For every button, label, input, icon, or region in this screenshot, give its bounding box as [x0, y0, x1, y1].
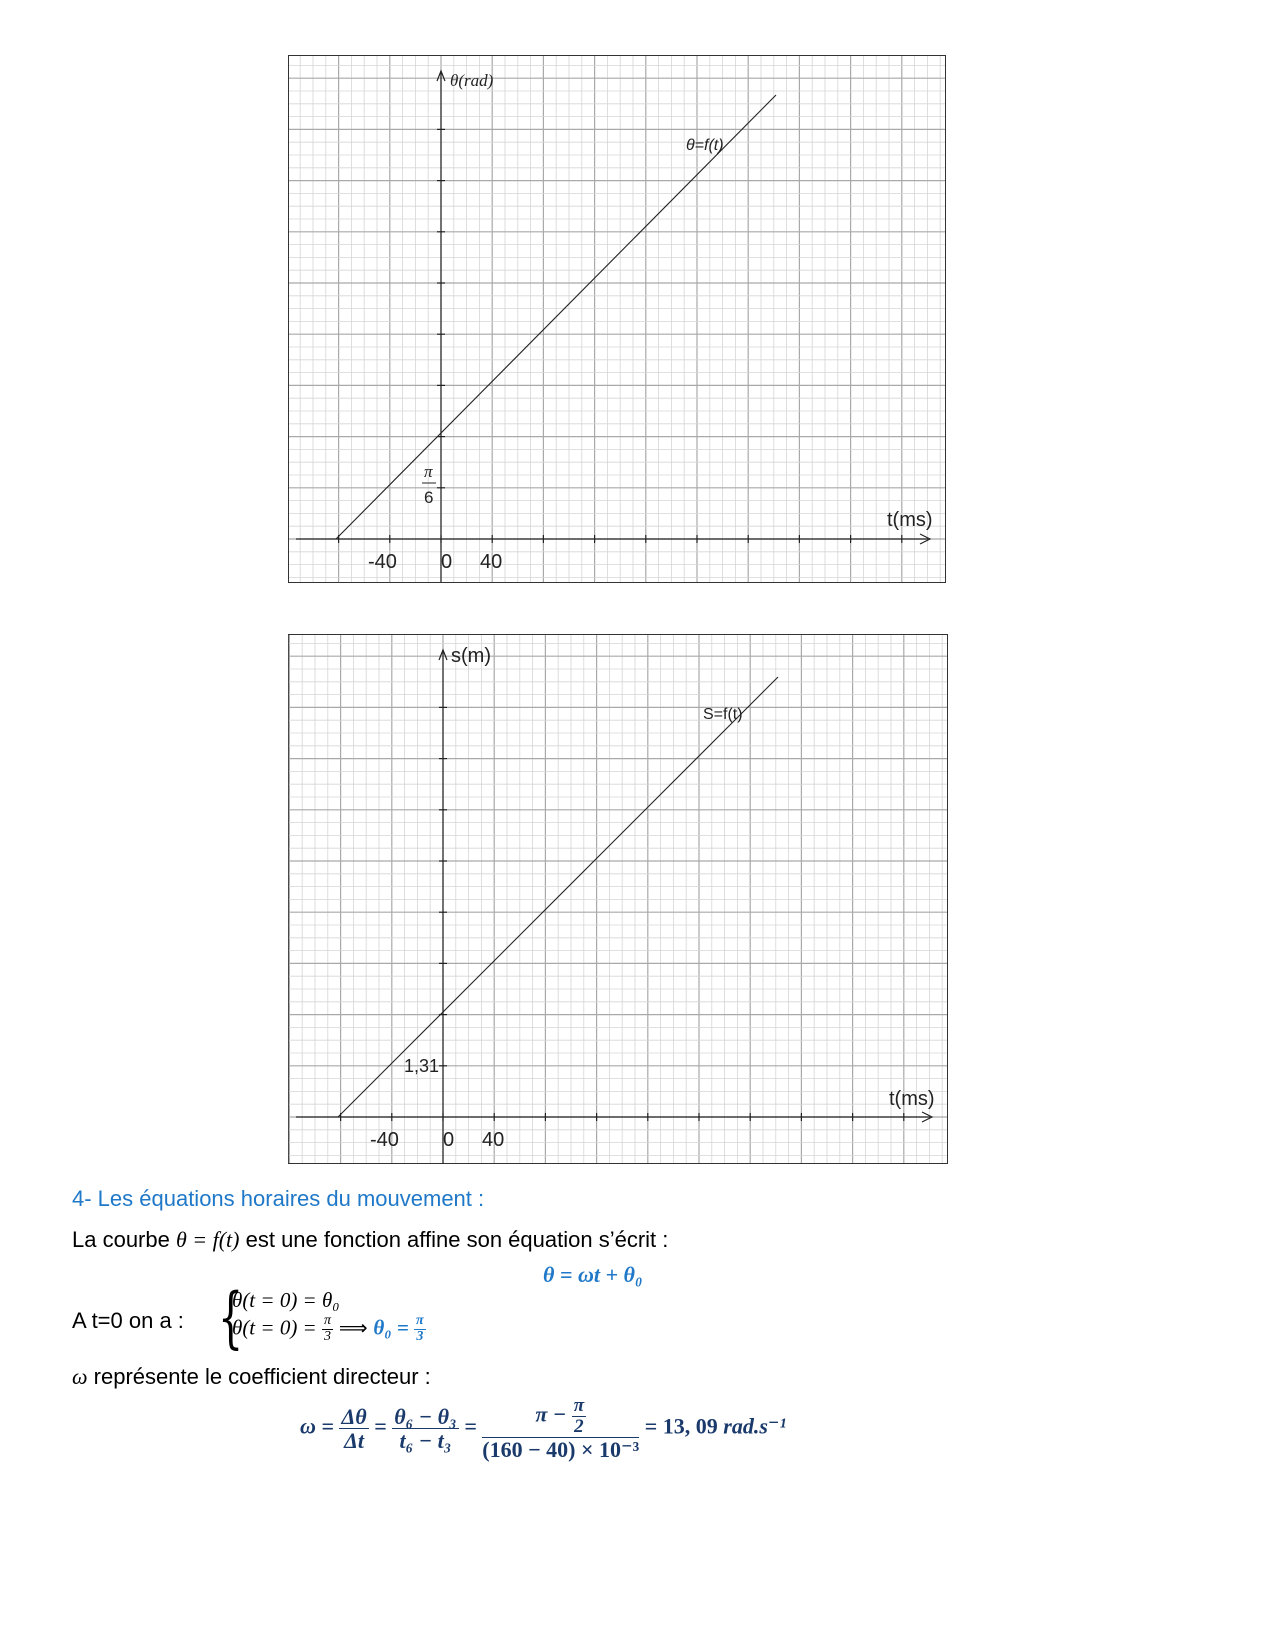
x-axis-label: t(ms) [887, 509, 933, 531]
x-tick-neg40: -40 [370, 1129, 399, 1151]
x-tick-0: 0 [441, 551, 453, 573]
x-tick-40: 40 [482, 1129, 505, 1151]
x-tick-neg40: -40 [368, 551, 397, 573]
y-tick-pi: π [424, 462, 433, 481]
y-tick-6: 6 [424, 488, 434, 507]
x-tick-0: 0 [443, 1129, 455, 1151]
omega-formula: ω = $\frac{\Delta\theta}{\Delta t}$ = $\frac{\text{θ₆ − θ₃}}{\text{t₆ − t₃}}$ = π − $\frac{\pi}{2}$ (160 − 40) × 10⁻³ = 13, 09 rad.s⁻¹ [300, 1395, 787, 1462]
system-brace: { [218, 1279, 244, 1356]
x-tick-40: 40 [480, 551, 503, 573]
y-axis-label: s(m) [451, 645, 491, 667]
curve-label: S=f(t) [703, 706, 743, 723]
system-line-1: θ(t = 0) = θ₀ [232, 1288, 340, 1312]
curve-label: θ=f(t) [686, 137, 724, 154]
x-axis-label: t(ms) [889, 1088, 935, 1110]
at-t0-label: A t=0 on a : [72, 1308, 184, 1333]
section-heading: 4- Les équations horaires du mouvement : [72, 1186, 485, 1211]
y-tick-131: 1,31 [404, 1056, 440, 1076]
omega-sentence: ω représente le coefficient directeur : [72, 1364, 431, 1389]
main-equation: θ = ωt + θ₀ [543, 1262, 643, 1287]
system-line-2: θ(t = 0) = $\frac{\pi}{3}$ ⟹ θ₀ = $\frac{\pi}{3}$ [232, 1313, 424, 1344]
y-axis-label: θ(rad) [450, 71, 494, 90]
s-graph [288, 634, 948, 1164]
theta-graph [288, 55, 946, 583]
affine-sentence: La courbe θ = f(t) est une fonction affine son équation s’écrit : [72, 1227, 669, 1252]
